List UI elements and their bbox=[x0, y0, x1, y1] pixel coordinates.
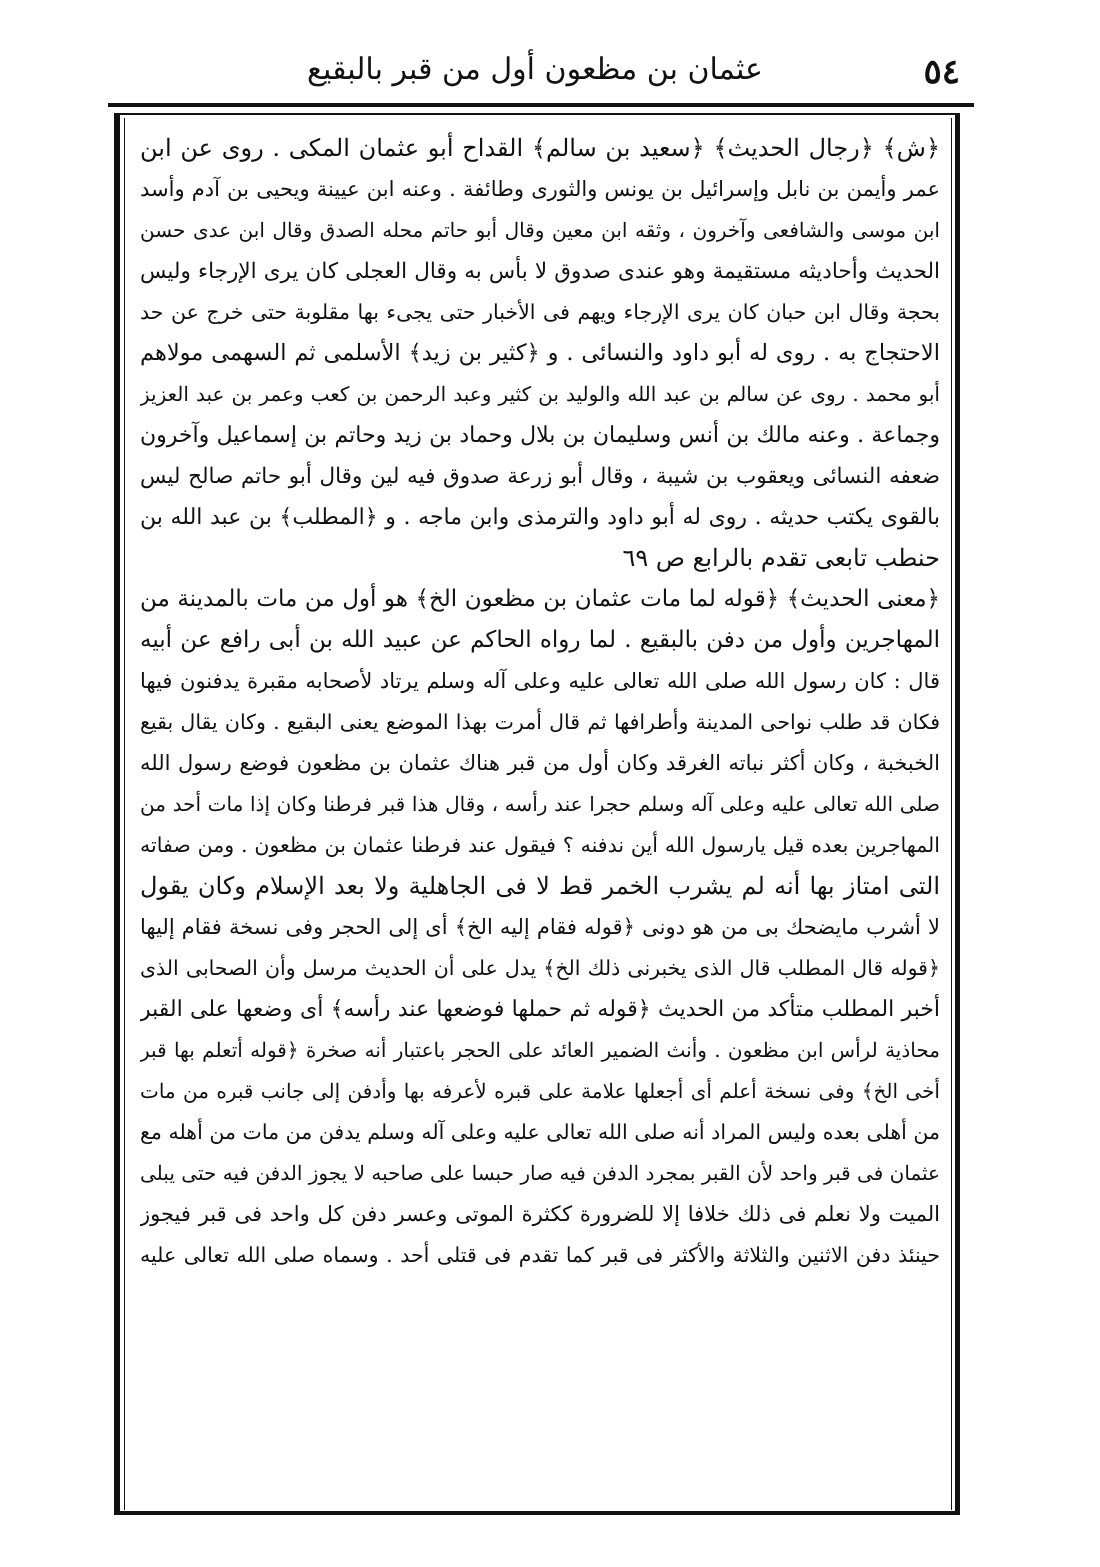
text-line: عثمان فى قبر واحد لأن القبر بمجرد الدفن فيه صار حبسا على صاحبه لا يجوز الدفن فيه حتى يبلى bbox=[140, 1161, 940, 1185]
text-line: حنطب تابعى تقدم بالرابع ص ٦٩ bbox=[622, 544, 940, 572]
text-line: بالقوى يكتب حديثه . روى له أبو داود والترمذى وابن ماجه . و ﴿المطلب﴾ بن عبد الله بن bbox=[140, 505, 940, 530]
text-line: الاحتجاج به . روى له أبو داود والنسائى . و ﴿كثير بن زيد﴾ الأسلمى ثم السهمى مولاهم bbox=[140, 340, 940, 366]
text-line: وجماعة . وعنه مالك بن أنس وسليمان بن بلال وحماد بن زيد وحاتم بن إسماعيل وآخرون bbox=[140, 423, 940, 448]
text-line: ﴿معنى الحديث﴾ ﴿قوله لما مات عثمان بن مظعون الخ﴾ هو أول من مات بالمدينة من bbox=[140, 586, 940, 612]
page-header bbox=[110, 38, 960, 98]
text-line: محاذية لرأس ابن مظعون . وأنث الضمير العائد على الحجر باعتبار أنه صخرة ﴿قوله أتعلم بها قبر bbox=[140, 1038, 940, 1062]
text-line: ابن موسى والشافعى وآخرون ، وثقه ابن معين وقال أبو حاتم محله الصدق وقال ابن عدى حسن bbox=[140, 218, 940, 242]
text-line: الحديث وأحاديثه مستقيمة وهو عندى صدوق لا بأس به وقال العجلى كان يرى الإرجاء وليس bbox=[140, 259, 940, 284]
text-line: قال : كان رسول الله صلى الله تعالى عليه وعلى آله وسلم يرتاد لأصحابه مقبرة يدفنون فيها bbox=[140, 669, 940, 693]
text-line: ضعفه النسائى ويعقوب بن شيبة ، وقال أبو زرعة صدوق فيه لين وقال أبو حاتم صالح ليس bbox=[140, 464, 940, 489]
text-line: المهاجرين بعده قيل يارسول الله أين ندفنه ؟ فيقول عند فرطنا عثمان بن مظعون . ومن صفاته bbox=[140, 833, 940, 857]
text-line: من أهلى بعده وليس المراد أنه صلى الله تعالى عليه وعلى آله وسلم يدفن من مات من أهله مع bbox=[140, 1120, 940, 1144]
text-line: لا أشرب مايضحك بى من هو دونى ﴿قوله فقام إليه الخ﴾ أى إلى الحجر وفى نسخة فقام إليها bbox=[140, 915, 940, 939]
text-line: أخى الخ﴾ وفى نسخة أعلم أى أجعلها علامة على قبره لأعرفه بها وأدفن إلى جانب قبره من مات bbox=[140, 1079, 940, 1103]
text-line: بحجة وقال ابن حبان كان يرى الإرجاء ويهم فى الأخبار حتى يجىء بها مقلوبة حتى خرج عن حد bbox=[140, 300, 940, 324]
text-line: ﴿ش﴾ ﴿رجال الحديث﴾ ﴿سعيد بن سالم﴾ القداح أبو عثمان المكى . روى عن ابن bbox=[140, 134, 940, 162]
text-line: عمر وأيمن بن نابل وإسرائيل بن يونس والثورى وطائفة . وعنه ابن عيينة ويحيى بن آدم وأسد bbox=[140, 177, 940, 201]
text-line: حينئذ دفن الاثنين والثلاثة والأكثر فى قبر كما تقدم فى قتلى أحد . وسماه صلى الله تعالى عليه bbox=[140, 1243, 940, 1267]
text-line: فكان قد طلب نواحى المدينة وأطرافها ثم قال أمرت بهذا الموضع يعنى البقيع . وكان يقال بقيع bbox=[140, 710, 940, 734]
text-line: التى امتاز بها أنه لم يشرب الخمر قط لا فى الجاهلية ولا بعد الإسلام وكان يقول bbox=[140, 872, 940, 900]
page-number: ٥٤ bbox=[923, 52, 960, 92]
text-line: صلى الله تعالى عليه وعلى آله وسلم حجرا عند رأسه ، وقال هذا قبر فرطنا وكان إذا مات أحد من bbox=[140, 792, 940, 816]
header-rule bbox=[108, 103, 974, 107]
commentary-text bbox=[140, 128, 940, 1508]
text-line: أبو محمد . روى عن سالم بن عبد الله والوليد بن كثير وعبد الرحمن بن كعب وعمر بن عبد العزيز bbox=[140, 382, 940, 406]
text-line: الخبخبة ، وكان أكثر نباته الغرقد وكان أول من قبر هناك عثمان بن مظعون فوضع رسول الله bbox=[140, 751, 940, 775]
text-line: المهاجرين وأول من دفن بالبقيع . لما رواه الحاكم عن عبيد الله بن أبى رافع عن أبيه bbox=[140, 627, 940, 653]
text-line: أخبر المطلب متأكد من الحديث ﴿قوله ثم حملها فوضعها عند رأسه﴾ أى وضعها على القبر bbox=[140, 997, 940, 1022]
text-line: ﴿قوله قال المطلب قال الذى يخبرنى ذلك الخ﴾ يدل على أن الحديث مرسل وأن الصحابى الذى bbox=[140, 956, 940, 980]
running-title: عثمان بن مظعون أول من قبر بالبقيع bbox=[307, 52, 763, 87]
text-line: الميت ولا نعلم فى ذلك خلافا إلا للضرورة ككثرة الموتى وعسر دفن كل واحد فى قبر فيجوز bbox=[140, 1202, 940, 1226]
